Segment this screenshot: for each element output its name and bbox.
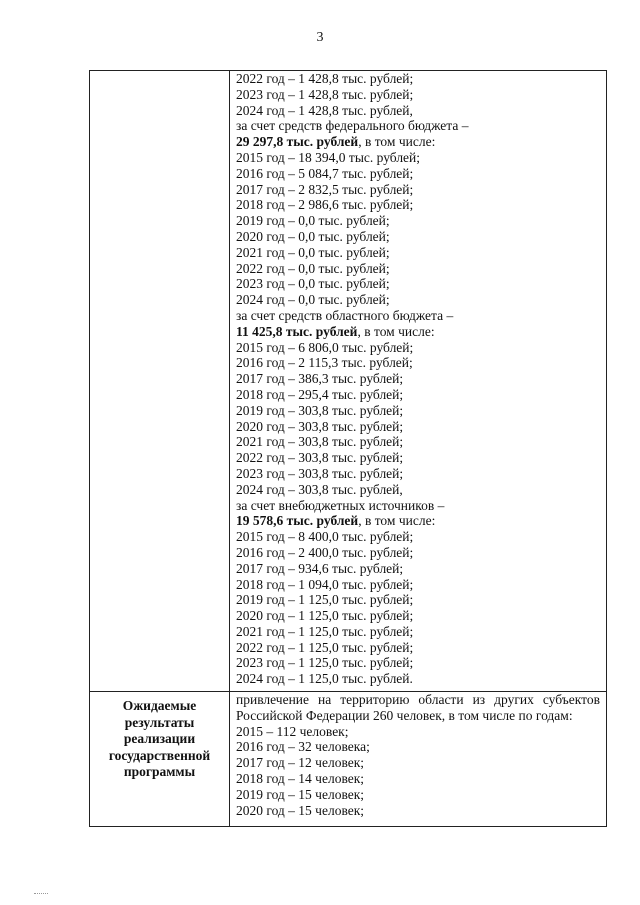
funding-line (236, 213, 600, 229)
funding-line (236, 545, 600, 561)
funding-text: 2022 год – 1 125,0 тыс. рублей; (236, 639, 414, 655)
funding-text: 2018 год – 2 986,6 тыс. рублей; (236, 197, 414, 213)
funding-text: 2024 год – 0,0 тыс. рублей; (236, 292, 390, 308)
funding-line (236, 87, 600, 103)
funding-text: 2024 год – 1 125,0 тыс. рублей. (236, 671, 413, 687)
funding-text: 2024 год – 1 428,8 тыс. рублей, (236, 102, 413, 118)
funding-line (236, 261, 600, 277)
funding-text: 2019 год – 1 125,0 тыс. рублей; (236, 592, 414, 608)
funding-text: 2019 год – 0,0 тыс. рублей; (236, 213, 390, 229)
funding-line (236, 624, 600, 640)
funding-line (236, 182, 600, 198)
funding-text: , в том числе: (358, 513, 436, 529)
funding-line (236, 466, 600, 482)
funding-text: , в том числе: (357, 323, 435, 339)
funding-line (236, 150, 600, 166)
results-line: 2016 год – 32 человека; (236, 739, 370, 755)
funding-line (236, 403, 600, 419)
funding-line (236, 355, 600, 371)
funding-line (236, 229, 600, 245)
program-passport-table (89, 70, 607, 827)
results-content-cell (230, 692, 607, 827)
funding-line (236, 671, 600, 687)
results-intro: привлечение на территорию области из других субъектов Российской Федерации 260 человек, в том числе по годам: (236, 692, 600, 723)
funding-line (236, 371, 600, 387)
funding-line (236, 513, 600, 529)
funding-line (236, 324, 600, 340)
funding-text: 2016 год – 2 115,3 тыс. рублей; (236, 355, 413, 371)
funding-text: 2019 год – 303,8 тыс. рублей; (236, 402, 404, 418)
funding-text: 2015 год – 18 394,0 тыс. рублей; (236, 149, 421, 165)
funding-line (236, 434, 600, 450)
funding-text: 2021 год – 303,8 тыс. рублей; (236, 434, 404, 450)
funding-line (236, 292, 600, 308)
results-line: 2020 год – 15 человек; (236, 802, 365, 818)
funding-label-cell (90, 71, 230, 692)
funding-text: за счет внебюджетных источников – (236, 497, 445, 513)
funding-text: 2017 год – 386,3 тыс. рублей; (236, 371, 404, 387)
results-line: 2015 – 112 человек; (236, 723, 349, 739)
funding-line (236, 134, 600, 150)
funding-text: 2017 год – 934,6 тыс. рублей; (236, 560, 404, 576)
funding-row (90, 71, 607, 692)
funding-total: 11 425,8 тыс. рублей (236, 323, 358, 339)
funding-text: 2015 год – 6 806,0 тыс. рублей; (236, 339, 414, 355)
funding-lines (236, 71, 600, 687)
funding-line (236, 640, 600, 656)
funding-line (236, 561, 600, 577)
funding-line (236, 450, 600, 466)
funding-line (236, 608, 600, 624)
funding-line (236, 419, 600, 435)
funding-line (236, 197, 600, 213)
funding-total: 29 297,8 тыс. рублей (236, 134, 359, 150)
funding-text: 2021 год – 0,0 тыс. рублей; (236, 244, 390, 260)
funding-text: 2018 год – 1 094,0 тыс. рублей; (236, 576, 414, 592)
funding-text: 2020 год – 0,0 тыс. рублей; (236, 228, 390, 244)
funding-text: 2023 год – 1 125,0 тыс. рублей; (236, 655, 414, 671)
funding-line (236, 103, 600, 119)
funding-text: , в том числе: (358, 134, 436, 150)
funding-line (236, 577, 600, 593)
funding-line (236, 482, 600, 498)
results-lines (236, 724, 600, 819)
funding-text: 2015 год – 8 400,0 тыс. рублей; (236, 529, 414, 545)
results-line: 2017 год – 12 человек; (236, 755, 365, 771)
results-row (90, 692, 607, 827)
funding-text: 2020 год – 1 125,0 тыс. рублей; (236, 608, 414, 624)
results-label-cell (90, 692, 230, 827)
funding-text: за счет средств областного бюджета – (236, 307, 454, 323)
funding-text: 2024 год – 303,8 тыс. рублей, (236, 481, 403, 497)
funding-line (236, 592, 600, 608)
funding-content-cell (230, 71, 607, 692)
funding-text: 2017 год – 2 832,5 тыс. рублей; (236, 181, 414, 197)
funding-text: 2022 год – 0,0 тыс. рублей; (236, 260, 390, 276)
funding-line (236, 276, 600, 292)
funding-line (236, 71, 600, 87)
funding-text: 2022 год – 1 428,8 тыс. рублей; (236, 71, 414, 86)
results-line: 2018 год – 14 человек; (236, 770, 365, 786)
funding-line (236, 245, 600, 261)
results-label: Ожидаемые результаты реализации государственной программы (108, 698, 211, 779)
funding-text: 2016 год – 2 400,0 тыс. рублей; (236, 544, 414, 560)
funding-text: 2018 год – 295,4 тыс. рублей; (236, 386, 404, 402)
funding-text: 2021 год – 1 125,0 тыс. рублей; (236, 623, 414, 639)
funding-text: 2023 год – 303,8 тыс. рублей; (236, 465, 404, 481)
funding-text: 2023 год – 1 428,8 тыс. рублей; (236, 86, 414, 102)
funding-line (236, 118, 600, 134)
funding-text: 2016 год – 5 084,7 тыс. рублей; (236, 165, 414, 181)
funding-line (236, 655, 600, 671)
funding-text: 2023 год – 0,0 тыс. рублей; (236, 276, 390, 292)
results-line: 2019 год – 15 человек; (236, 786, 365, 802)
funding-text: за счет средств федерального бюджета – (236, 118, 469, 134)
funding-line (236, 529, 600, 545)
funding-line (236, 498, 600, 514)
funding-line (236, 308, 600, 324)
funding-line (236, 340, 600, 356)
funding-line (236, 387, 600, 403)
page-number: 3 (316, 30, 324, 45)
funding-line (236, 166, 600, 182)
funding-text: 2022 год – 303,8 тыс. рублей; (236, 450, 404, 466)
funding-total: 19 578,6 тыс. рублей (236, 513, 359, 529)
scan-mark (34, 893, 48, 894)
funding-text: 2020 год – 303,8 тыс. рублей; (236, 418, 404, 434)
